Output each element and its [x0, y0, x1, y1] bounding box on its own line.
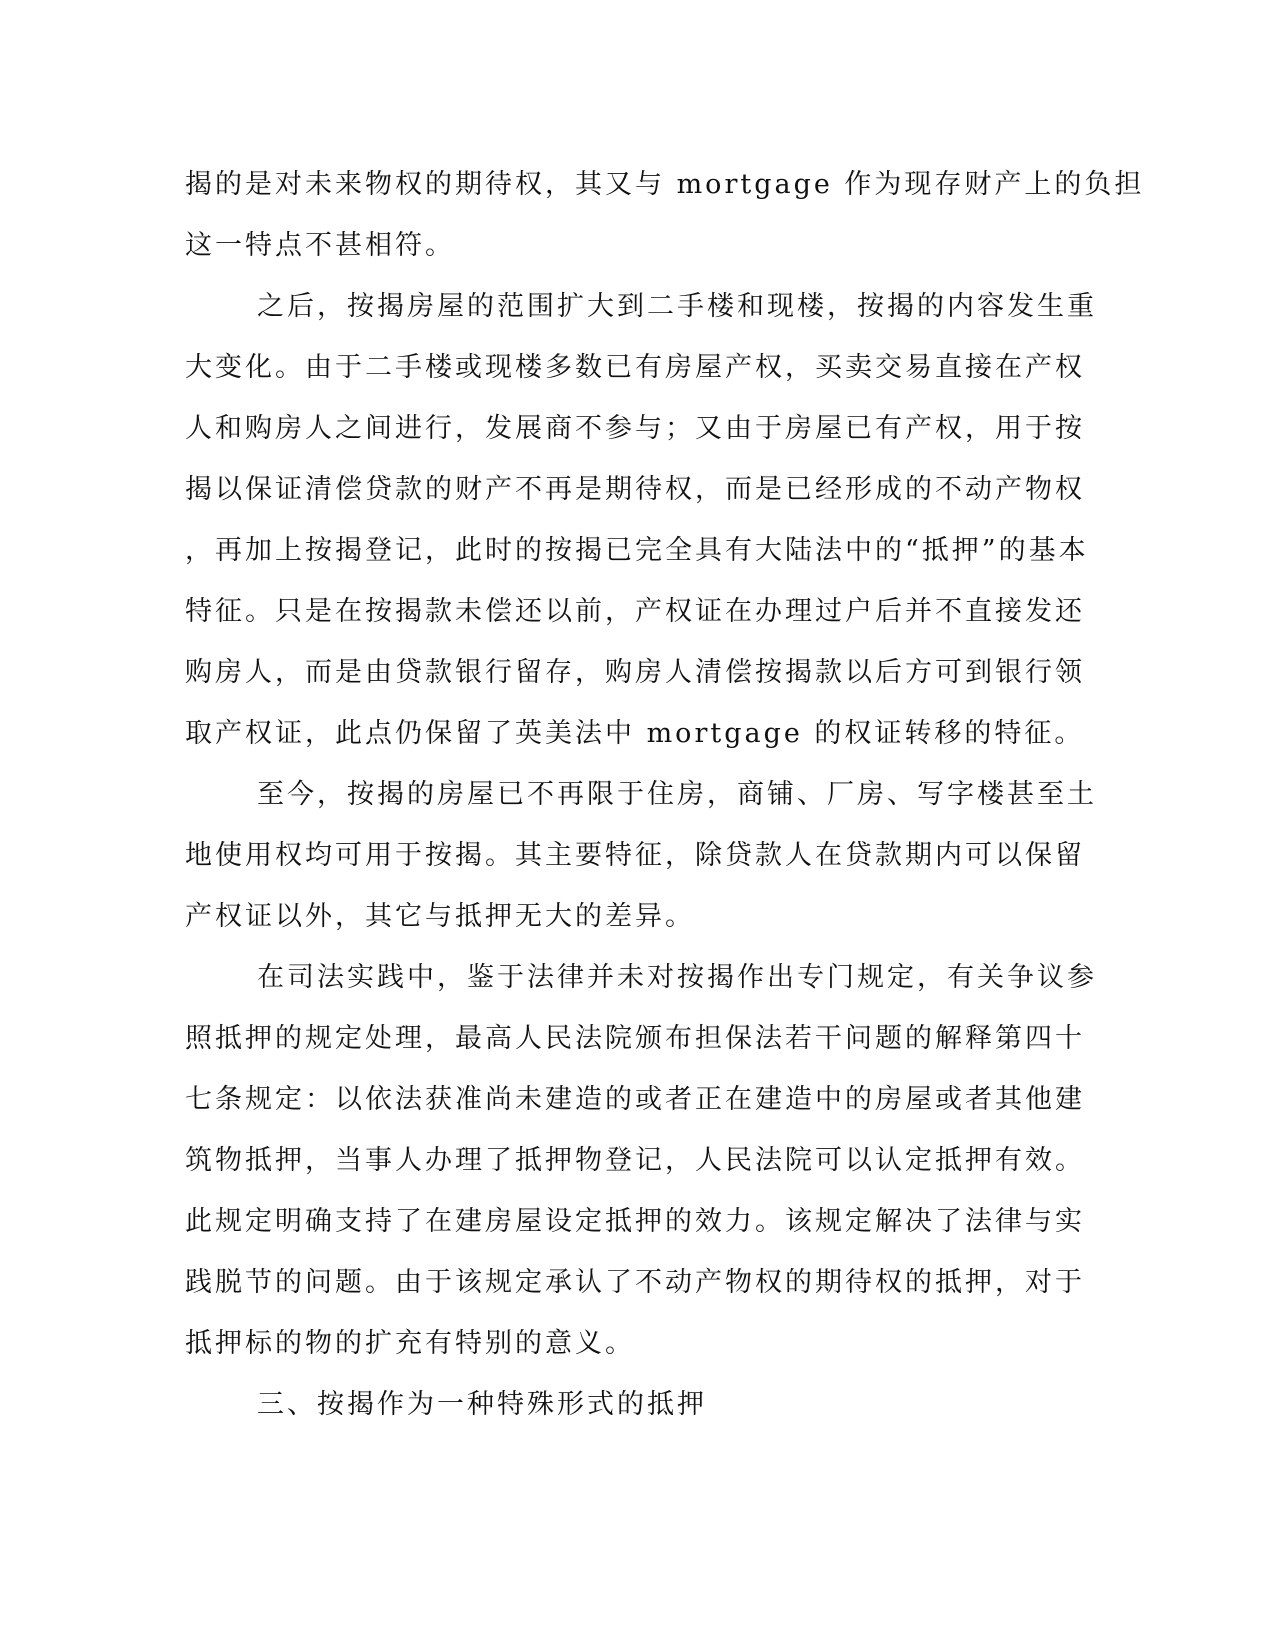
- document-body: [185, 154, 1145, 1435]
- section-heading: 三、按揭作为一种特殊形式的抵押: [257, 1389, 707, 1420]
- text-line: 照抵押的规定处理，最高人民法院颁布担保法若干问题的解释第四十: [185, 1023, 1085, 1054]
- text-line: 抵押标的物的扩充有特别的意义。: [185, 1328, 635, 1359]
- text-line: 大变化。由于二手楼或现楼多数已有房屋产权，买卖交易直接在产权: [185, 352, 1085, 383]
- paragraph-start-line: 之后，按揭房屋的范围扩大到二手楼和现楼，按揭的内容发生重: [257, 291, 1097, 322]
- text-line: 产权证以外，其它与抵押无大的差异。: [185, 901, 695, 932]
- text-line: 购房人，而是由贷款银行留存，购房人清偿按揭款以后方可到银行领: [185, 657, 1085, 688]
- paragraph-start-line: 至今，按揭的房屋已不再限于住房，商铺、厂房、写字楼甚至土: [257, 779, 1097, 810]
- paragraph-start-line: 在司法实践中，鉴于法律并未对按揭作出专门规定，有关争议参: [257, 962, 1097, 993]
- text-line: 取产权证，此点仍保留了英美法中 mortgage 的权证转移的特征。: [185, 718, 1085, 749]
- text-line: 这一特点不甚相符。: [185, 230, 455, 261]
- text-line: 筑物抵押，当事人办理了抵押物登记，人民法院可以认定抵押有效。: [185, 1145, 1085, 1176]
- text-line: 特征。只是在按揭款未偿还以前，产权证在办理过户后并不直接发还: [185, 596, 1085, 627]
- text-line: 地使用权均可用于按揭。其主要特征，除贷款人在贷款期内可以保留: [185, 840, 1085, 871]
- text-line: 七条规定：以依法获准尚未建造的或者正在建造中的房屋或者其他建: [185, 1084, 1085, 1115]
- text-line: 践脱节的问题。由于该规定承认了不动产物权的期待权的抵押，对于: [185, 1267, 1085, 1298]
- text-line: 揭的是对未来物权的期待权，其又与 mortgage 作为现存财产上的负担: [185, 169, 1145, 200]
- text-line: ，再加上按揭登记，此时的按揭已完全具有大陆法中的“抵押”的基本: [185, 535, 1089, 566]
- text-line: 此规定明确支持了在建房屋设定抵押的效力。该规定解决了法律与实: [185, 1206, 1085, 1237]
- text-line: 揭以保证清偿贷款的财产不再是期待权，而是已经形成的不动产物权: [185, 474, 1085, 505]
- text-line: 人和购房人之间进行，发展商不参与；又由于房屋已有产权，用于按: [185, 413, 1085, 444]
